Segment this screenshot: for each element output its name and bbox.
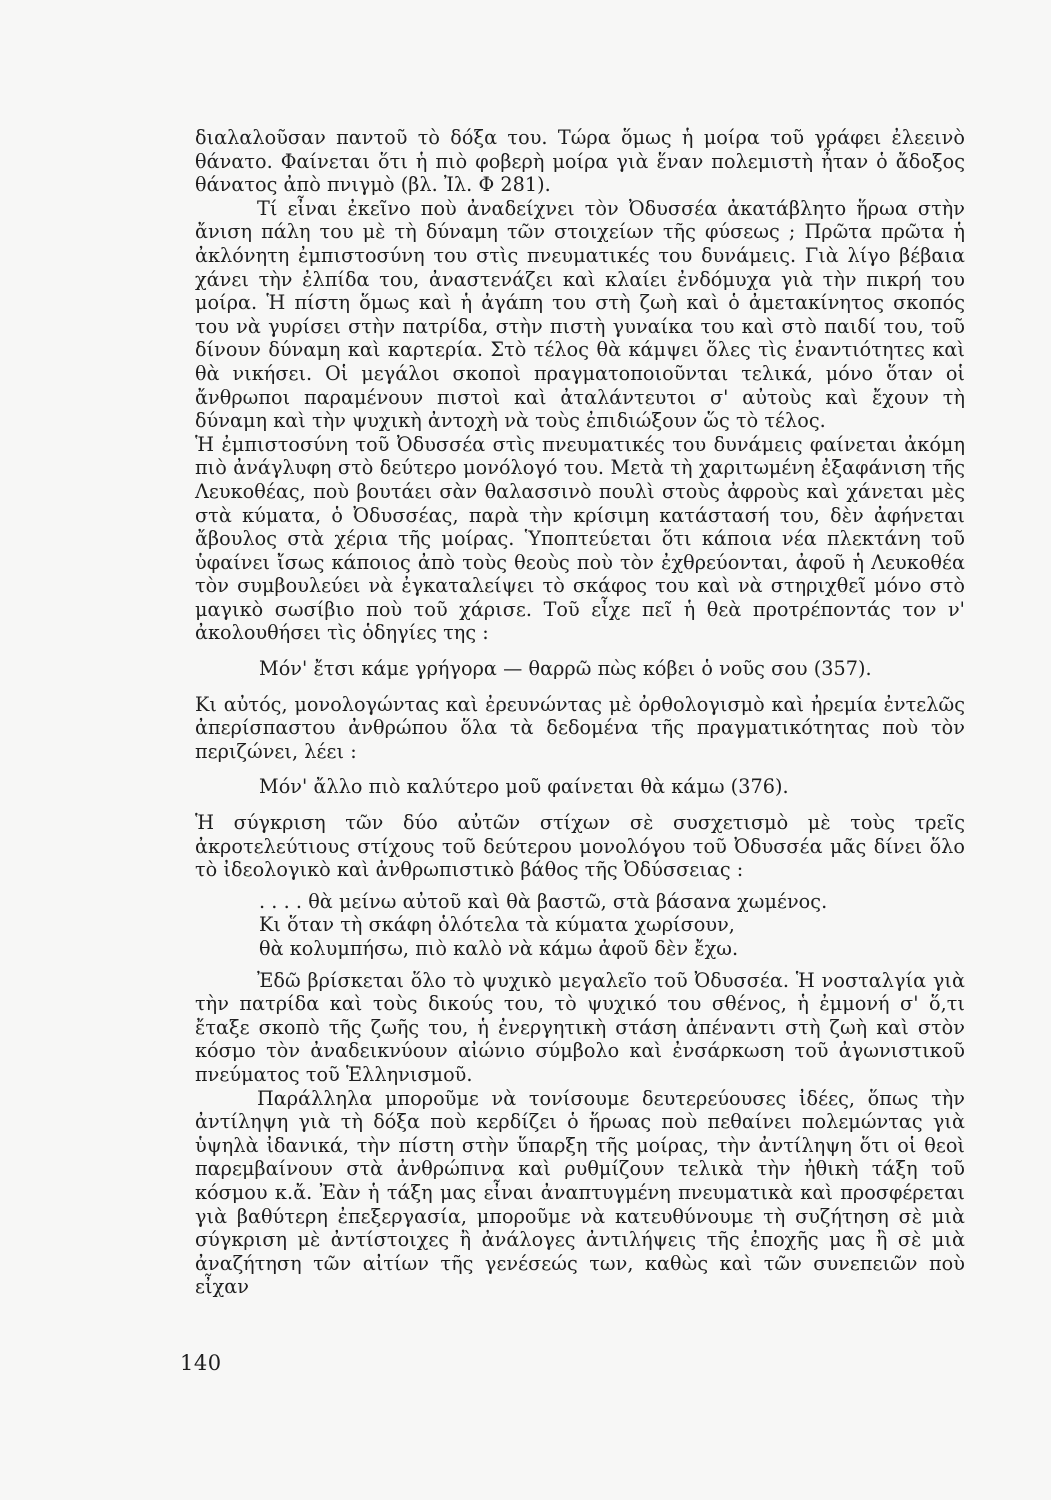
verse-line: Μόν' ἄλλο πιὸ καλύτερο μοῦ φαίνεται θὰ κάμω (376). [259,775,789,799]
paragraph-3: Ἡ ἐμπιστοσύνη τοῦ Ὀδυσσέα στὶς πνευματικές του δυνάμεις φαίνεται ἀκόμη πιὸ ἀνάγλυφη στὸ δεύτερο μονόλογό του. Μετὰ τὴ χαριτωμένη ἐξαφάνιση τῆς Λευκοθέας, ποὺ βουτάει σὰν θαλασσινὸ πουλὶ στοὺς ἀφροὺς καὶ χάνεται μὲς στὰ κύματα, ὁ Ὀδυσσέας, παρὰ τὴν κρίσιμη κατάστασή του, δὲν ἀφήνεται ἄβουλος στὰ χέρια τῆς μοίρας. Ὑποπτεύεται ὅτι κάποια νέα πλεκτάνη τοῦ ὑφαίνει ἴσως κάποιος ἀπὸ τοὺς θεοὺς ποὺ τὸν ἐχθρεύονται, ἀφοῦ ἡ Λευκοθέα τὸν συμβουλεύει νὰ ἐγκαταλείψει τὸ σκάφος του καὶ νὰ στηριχθεῖ μόνο στὸ μαγικὸ σωσίβιο ποὺ τοῦ χάρισε. Τοῦ εἶχε πεῖ ἡ θεὰ προτρέποντάς τον ν' ἀκολουθήσει τὶς ὁδηγίες της : [195,432,965,645]
verse-quote-1 [259,657,965,681]
paragraph-1: διαλαλοῦσαν παντοῦ τὸ δόξα του. Τώρα ὅμως ἡ μοίρα τοῦ γράφει ἐλεεινὸ θάνατο. Φαίνεται ὅτι ἡ πιὸ φοβερὴ μοίρα γιὰ ἕναν πολεμιστὴ ἦταν ὁ ἄδοξος θάνατος ἀπὸ πνιγμὸ (βλ. Ἰλ. Φ 281). [195,126,965,197]
paragraph-6: Ἐδῶ βρίσκεται ὅλο τὸ ψυχικὸ μεγαλεῖο τοῦ Ὀδυσσέα. Ἡ νοσταλγία γιὰ τὴν πατρίδα καὶ τοὺς δικούς του, τὸ ψυχικό του σθένος, ἡ ἐμμονή σ' ὅ,τι ἔταξε σκοπὸ τῆς ζωῆς του, ἡ ἐνεργητικὴ στάση ἀπέναντι στὴ ζωὴ καὶ στὸν κόσμο τὸν ἀναδεικνύουν αἰώνιο σύμβολο καὶ ἐνσάρκωση τοῦ ἀγωνιστικοῦ πνεύματος τοῦ Ἑλληνισμοῦ. [195,968,965,1086]
paragraph-4: Κι αὐτός, μονολογώντας καὶ ἐρευνώντας μὲ ὀρθολογισμὸ καὶ ἠρεμία ἐντελῶς ἀπερίσπαστου ἀνθρώπου ὅλα τὰ δεδομένα τῆς πραγματικότητας ποὺ τὸν περιζώνει, λέει : [195,692,965,763]
verse-quote-3 [259,890,965,961]
paragraph-2: Τί εἶναι ἐκεῖνο ποὺ ἀναδείχνει τὸν Ὀδυσσέα ἀκατάβλητο ἥρωα στὴν ἄνιση πάλη του μὲ τὴ δύναμη τῶν στοιχείων τῆς φύσεως ; Πρῶτα πρῶτα ἡ ἀκλόνητη ἐμπιστοσύνη του στὶς πνευματικές του δυνάμεις. Γιὰ λίγο βέβαια χάνει τὴν ἐλπίδα του, ἀναστενάζει καὶ κλαίει ἐνδόμυχα γιὰ τὴν πικρή του μοίρα. Ἡ πίστη ὅμως καὶ ἡ ἀγάπη του στὴ ζωὴ καὶ ὁ ἀμετακίνητος σκοπός του νὰ γυρίσει στὴν πατρίδα, στὴν πιστὴ γυναίκα του καὶ στὸ παιδί του, τοῦ δίνουν δύναμη καὶ καρτερία. Στὸ τέλος θὰ κάμψει ὅλες τὶς ἐναντιότητες καὶ θὰ νικήσει. Οἱ μεγάλοι σκοποὶ πραγματοποιοῦνται τελικά, μόνο ὅταν οἱ ἄνθρωποι παραμένουν πιστοὶ καὶ ἀταλάντευτοι σ' αὐτοὺς καὶ ἔχουν τὴ δύναμη καὶ τὴν ψυχικὴ ἀντοχὴ νὰ τοὺς ἐπιδιώξουν ὥς τὸ τέλος. [195,196,965,433]
verse-line-3: θὰ κολυμπήσω, πιὸ καλὸ νὰ κάμω ἀφοῦ δὲν ἔχω. [259,937,739,960]
verse-quote-2 [259,775,965,799]
verse-line-2: Κι ὅταν τὴ σκάφη ὁλότελα τὰ κύματα χωρίσουν, [259,913,735,937]
paragraph-7: Παράλληλα μποροῦμε νὰ τονίσουμε δευτερεύουσες ἰδέες, ὅπως τὴν ἀντίληψη γιὰ τὴ δόξα ποὺ κερδίζει ὁ ἥρωας ποὺ πεθαίνει πολεμώντας γιὰ ὑψηλὰ ἰδανικά, τὴν πίστη στὴν ὕπαρξη τῆς μοίρας, τὴν ἀντίληψη ὅτι οἱ θεοὶ παρεμβαίνουν στὰ ἀνθρώπινα καὶ ρυθμίζουν τελικὰ τὴν ἠθικὴ τάξη τοῦ κόσμου κ.ἄ. Ἐὰν ἡ τάξη μας εἶναι ἀναπτυγμένη πνευματικὰ καὶ προσφέρεται γιὰ βαθύτερη ἐπεξεργασία, μποροῦμε νὰ κατευθύνουμε τὴ συζήτηση σὲ μιὰ σύγκριση μὲ ἀντίστοιχες ἢ ἀνάλογες ἀντιλήψεις τῆς ἐποχῆς μας ἢ σὲ μιὰ ἀναζήτηση τῶν αἰτίων τῆς γενέσεώς των, καθὼς καὶ τῶν συνεπειῶν ποὺ εἶχαν [195,1086,965,1299]
body-text [195,126,965,1299]
verse-line: Μόν' ἔτσι κάμε γρήγορα — θαρρῶ πὼς κόβει ὁ νοῦς σου (357). [259,657,872,681]
paragraph-5: Ἡ σύγκριση τῶν δύο αὐτῶν στίχων σὲ συσχετισμὸ μὲ τοὺς τρεῖς ἀκροτελεύτιους στίχους τοῦ δεύτερου μονολόγου τοῦ Ὀδυσσέα μᾶς δίνει ὅλο τὸ ἰδεολογικὸ καὶ ἀνθρωπιστικὸ βάθος τῆς Ὀδύσσειας : [195,811,965,882]
page-number: 140 [180,1351,222,1375]
verse-line-1: . . . . θὰ μείνω αὐτοῦ καὶ θὰ βαστῶ, στὰ βάσανα χωμένος. [259,889,828,913]
